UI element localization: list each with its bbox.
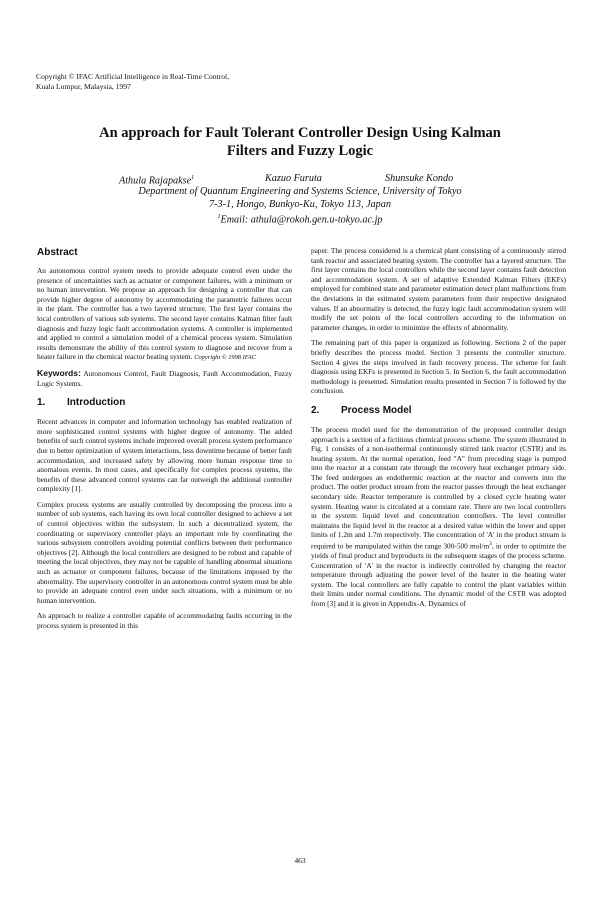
page-number: 463 bbox=[294, 856, 306, 865]
abstract-heading: Abstract bbox=[37, 247, 78, 258]
author-2: Kazuo Furuta bbox=[265, 173, 322, 184]
section2-superscript: 3 bbox=[489, 541, 492, 548]
author-3: Shunsuke Kondo bbox=[385, 173, 454, 184]
author-1-name: Athula Rajapakse bbox=[119, 175, 192, 187]
intro-paragraph-1: Recent advances in computer and information technology has enabled realization of more sophisticated control systems with higher degree of autonomy. The added benefits of such control systems include improved overall process system performance due to better optimization of system interactions, less downtime because of better fault accommodation, and increased safety by allowing more human response time to anomalous events. In most cases, and specifically for complex process systems, the benefits of these advanced control systems can far outweigh the additional controller complexity [1]. bbox=[37, 417, 292, 494]
email: Email: athula@rokoh.gen.u-tokyo.ac.jp bbox=[220, 214, 383, 226]
title-line-2: Filters and Fuzzy Logic bbox=[226, 143, 374, 159]
email-mark: 1 bbox=[217, 214, 221, 220]
section2-text-b: , in order to optimize the yields of final product and byproducts in the subsequent stages of the process scheme. Concentration of 'A' in the reactor is indirectly controlled by changing the reactor temperature through adjusting the power level of the heater in the heating water system. The local controllers are fully capable to control the plant variables within their limits under normal conditions. The dynamic model of the CSTR was adopted from [3] and it is given in Appendix-A. Dynamics of bbox=[311, 541, 566, 609]
title-line-1: An approach for Fault Tolerant Controller Design Using Kalman bbox=[99, 125, 501, 141]
abstract-body: An autonomous control system needs to provide adequate control even under the presence of uncertainties such as actuator or component failures, with a minimum or no human intervention. We propose an approach for designing a controller that can provide higher degree of autonomy by accommodating the parametric failures occur in the plant. The controller has a two layered structure. The first layer contains the local controllers of various sub systems. The second layer contains Kalman filter fault diagnosis and fuzzy logic fault accommodation systems. A controller is implemented and applied to control a simulation model of a chemical process system. Simulation results demonstrate the ability of this control system to diagnose and recover from a heater failure in the chemical reactor heating system. bbox=[37, 266, 292, 362]
paper-title bbox=[40, 124, 560, 160]
intro-paragraph-2: Complex process systems are usually controlled by decomposing the process into a number of sub systems, each having its own local controller designed to achieve a set of control objectives within the subsystem. In such a decentralized system, the coordinating or supervisory controller plays an important role by coordinating the various subsystem controllers avoiding potential conflicts between their performance objectives [2]. Although the local controllers are designed to be robust and capable of meeting the local objectives, they may not be capable of handling abnormal situations such as actuator or component failures, because of the limitations imposed by the abnormality. The supervisory controller in an autonomous control system must be able to provide an adequate control even under such situations, with a minimum or no human intervention. bbox=[37, 499, 292, 605]
intro-title: Introduction bbox=[67, 397, 126, 409]
section2-title: Process Model bbox=[341, 404, 412, 416]
section2-paragraph-1 bbox=[311, 425, 566, 609]
affiliation: Department of Quantum Engineering and Systems Science, University of Tokyo bbox=[138, 186, 462, 197]
keywords bbox=[37, 369, 292, 388]
intro-paragraph-3: An approach to realize a controller capable of accommodating faults occurring in the process system is presented in this bbox=[37, 611, 292, 630]
author-names bbox=[40, 172, 560, 185]
right-paragraph-2: The remaining part of this paper is organized as following. Sections 2 of the paper briefly describes the process model. Section 3 presents the controller structure. Section 4 gives the steps involved in fault recovery process. The scheme for fault diagnosis using EKFs is presented in Section 5. In Section 6, the fault accommodation methodology is presented. Simulation results presented in Section 7 is followed by the conclusion. bbox=[311, 338, 566, 396]
copyright-line-1: Copyright © IFAC Artificial Intelligence in Real-Time Control, bbox=[36, 72, 230, 81]
section2-text-a: The process model used for the demonstration of the proposed controller design approach is a section of a fictitious chemical process scheme. The system illustrated in Fig. 1 consists of a non-isothermal continuously stirred tank reactor (CSTR) and its heating system. At the normal operation, feed "A" from preceding stage is pumped into the reactor at a constant rate through the recovery heat exchanger primary side. The feed undergoes an endothermic reaction at the reactor and converts into the product. The outlet product stream from the reactor passes through the heat exchanger secondary side. Reactor temperature is controlled by a closed cycle heating water system. Heating water is circulated at a constant rate. There are two local controllers in the system: liquid level and concentration controllers. The level controller maintains the liquid level in the reactor at a desired value within the lower and upper limits of 1.2m and 1.7m respectively. The concentration of 'A' in the product stream is required to be manipulated within the range 300-500 mol/m bbox=[311, 424, 566, 551]
intro-heading bbox=[37, 396, 292, 409]
address: 7-3-1, Hongo, Bunkyo-Ku, Tokyo 113, Japan bbox=[209, 199, 391, 210]
copyright-notice bbox=[36, 72, 336, 92]
right-paragraph-1: paper. The process considered is a chemical plant consisting of a continuously stirred tank reactor and associated heating system. The controller has a layered structure. The first layer contains the local controllers while the second layer contains fault detection and accommodation system. A set of adaptive Extended Kalman Filters (EKFs) employed for combined state and parameter estimation detect plant malfunctions from the deviations in the estimated system parameters from their respective designated values. If an abnormality is detected, the fuzzy logic fault accommodation system will modify the set points of the local controllers according to the information on parameter changes, in order to minimize the effects of abnormality. bbox=[311, 246, 566, 332]
abstract-copyright: Copyright © 1998 IFAC bbox=[194, 354, 256, 362]
author-1-mark: 1 bbox=[191, 175, 195, 181]
author-1 bbox=[119, 172, 194, 187]
section2-heading bbox=[311, 404, 566, 417]
abstract-text bbox=[37, 266, 292, 363]
copyright-line-2: Kuala Lumpur, Malaysia, 1997 bbox=[36, 82, 131, 91]
keywords-label: Keywords: bbox=[37, 367, 81, 378]
intro-number: 1. bbox=[37, 397, 46, 409]
keywords-text: Autonomous Control, Fault Diagnosis, Fault Accommodation, Fuzzy Logic Systems. bbox=[37, 368, 292, 388]
author-block bbox=[40, 172, 560, 226]
section2-number: 2. bbox=[311, 404, 320, 416]
right-column bbox=[311, 246, 566, 615]
email-line bbox=[40, 211, 560, 226]
left-column bbox=[37, 246, 292, 637]
